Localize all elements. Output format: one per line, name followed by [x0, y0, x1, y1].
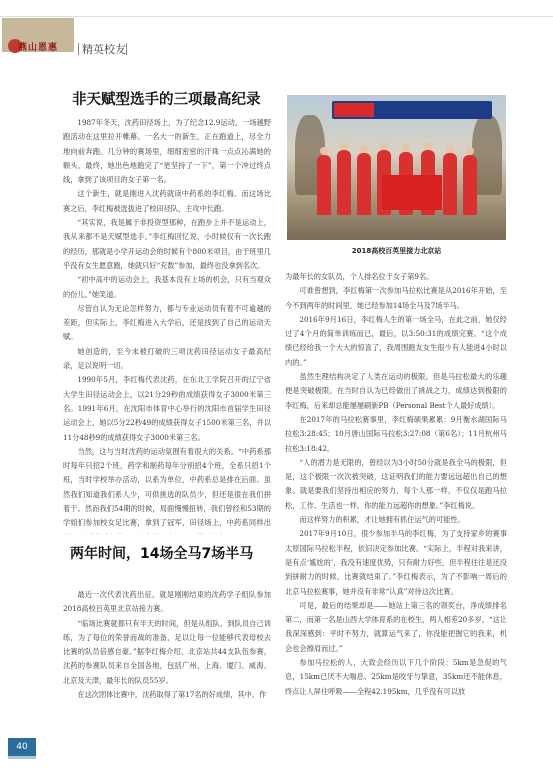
runner-head — [380, 142, 388, 150]
paragraph: 而这样努力的积累，才让她拥有抓住运气的可能性。 — [299, 515, 465, 525]
header-divider — [78, 43, 79, 55]
runner-head — [424, 142, 432, 150]
article-body-right — [285, 270, 507, 760]
paragraph: 2017年9月10日，很少参加半马的李红梅，为了支持家乡的赛事太原国际马拉松半程，依旧决定参加比赛。“实际上，半程对我来讲，是有点‘尴尬的’，我没有速度优势，只有耐力好些，但半程往往是还没到拼耐力的时候，比赛就结束了。”李红梅表示，为了不影响一周后的北京马拉松赛事，她并没有非常“认真”对待这次比赛。 — [285, 529, 507, 596]
paragraph: 在这次团体比赛中，沈药取得了第17名的好成绩，其中，作 — [77, 690, 267, 700]
page-header — [0, 0, 553, 56]
paragraph: “初中高中的运动会上，我基本没有上场的机会，只有当观众的份儿。”她笑道。 — [63, 275, 271, 299]
page-number-accent — [8, 756, 36, 759]
runner-figure — [337, 150, 351, 215]
paragraph: “人的潜力是无限的，曾经以为3小时50分就是我全马的极限，但是，这个极限一次次被突破，这证明我们的能力要远远超出自己的想象。就是要我们坚持出相应的努力，每个人那一样，不仅仅是跑马拉松，工作、生活也一样，你的能力远超你的想象。”李红梅说。 — [285, 457, 507, 510]
runner-head — [466, 147, 474, 155]
photo-caption: 2018高校百英里接力北京站 — [351, 247, 442, 255]
header-line — [0, 16, 553, 17]
runner-figure — [357, 153, 371, 215]
logo-text: 燕山恩惠 — [18, 43, 59, 53]
team-flag — [382, 175, 442, 210]
section-name: 精英校友 — [82, 43, 126, 56]
paragraph: “临场比赛就都只有半天的时间，但是从组队、到队员自己训练，为了每位的荣誉而战的准备，足以让每一位能够代表母校去比赛的队员倍感自豪。”据李红梅介绍，北京站共44支队伍参赛，沈药的参赛队员来自全国各地，包括广州、上海、厦门、威海、北京及天津，最年长的队员55岁。 — [63, 618, 271, 685]
paragraph: 尽管自认为无论怎样努力，都与专业运动员有着不可逾越的差距，但实际上，李红梅进入大学后，还是找到了自己的运动天赋。 — [63, 303, 271, 342]
page-number: 40 — [8, 738, 36, 756]
runner-figure — [443, 153, 457, 215]
paragraph: “其实说，我是属于非投资型那种，在跑步上并不是运动上，我从来都不是天赋型选手。”李红梅回忆说，小时候仅有一次长跑的经历，那就是小学开运动会的时候有个800米项目，由于班里几乎没有女生愿意跑，她就只好“充数”参加，最终也没拿到名次。 — [63, 218, 271, 270]
paragraph: 这个新生，就是刚进入沈药就读中药系的李红梅。而这场比赛之后，李红梅被选拔进了校田径队，主攻中长跑。 — [63, 189, 271, 213]
article-body-left-lower — [63, 588, 271, 758]
header-divider-right — [126, 43, 127, 55]
paragraph: 可是，最后的结果却是——她站上第三名的领奖台，净成绩排名第二，而第一名是山西大学体育系的在校生，两人相差20多岁。“这让我深深感到：平时不努力，就算运气来了，你没能把握它的我来，机会也会擦肩而过。” — [285, 600, 507, 653]
paragraph: 为最年长的女队员，个人排名位于女子第9名。 — [285, 272, 434, 281]
runner-head — [360, 145, 368, 153]
runner-head — [320, 147, 328, 155]
runner-head — [446, 145, 454, 153]
runner-head — [402, 144, 410, 152]
paragraph: 在2017年的马拉松赛事里，李红梅硕果累累：9月衡水湖国际马拉松3:28:45；10月唐山国际马拉松3:27:08（第6名）；11月杭州马拉松3:18:42。 — [285, 414, 507, 453]
article-body-left — [63, 116, 271, 534]
paragraph: 1987年冬天，沈药田径场上，为了纪念12.9运动，一场越野跑活动在这里拉开帷幕。一名大一的新生，正在跑道上，尽全力地向前奔跑。几分钟的赛场里，细细密密的汗珠一点点沁满她的额头。最终，她出色地跑完了“更坚持了一下”，第一个冲过终点线，拿到了该项目的女子第一名。 — [63, 118, 271, 185]
paragraph: 可谁曾想到，李红梅第一次参加马拉松比赛是从2016年开始，至今不到两年的时间里，她已经参加14场全马及7场半马。 — [285, 286, 507, 310]
paragraph: 参加马拉松的人，大致会经历以下几个阶段：5km是急促的气息，15km已厌不大喘息、25km是咬牙与挚意，35km还不能休息，终点让人屏住呼吸——全程42.195km，几乎没有可以放 — [285, 658, 507, 696]
runner-figure — [317, 155, 331, 215]
paragraph: 她创造的，至今未被打破的三项沈药田径运动女子最高纪录，足以说明一切。 — [63, 346, 271, 371]
team-photo — [287, 95, 506, 240]
event-banner-accent — [334, 103, 374, 117]
paragraph: 当然，这与当时沈药的运动氛围有着很大的关系。“中药系那时每年只招2个班，药学和制药每年分别招4个班，全系只招1个班，当时学校举办活动，以系为单位，中药系总是排在后面。虽然我们知道我们系人少，可供挑选的队员少，但还是很在我们拼着干。然而我们54期的时候，局面慢慢扭转，我们曾经和53期的学姐们参加校女足比赛，拿到了冠军，田径场上，中药系同样出 — [63, 446, 271, 528]
section-title: 两年时间，14场全马7场半马 — [70, 546, 254, 562]
runner-head — [340, 142, 348, 150]
article-title: 非天赋型选手的三项最高纪录 — [72, 92, 261, 108]
paragraph: 2016年9月16日，李红梅人生的第一场全马，在此之前，她仅经过了4个月的简单训练而已，最后，以3:50:31的成绩完赛。“这个成绩已经给我一个大大的惊喜了，我周围跑友女生很少有人能进4小时以内的。” — [285, 314, 507, 367]
runner-figure — [463, 155, 477, 215]
paragraph: 虽然生理结构决定了人类在运动的极限，但是马拉松最大的乐趣便是突破极限。在当时自认为已经做出了挑战之力，成绩达到极限的李红梅，后来却总能屡屡刷新PB（Personal Best个人最好成绩）。 — [285, 372, 507, 410]
paragraph: 最近一次代表沈药出征，就是刚刚结束的沈药学子组队参加2018高校百英里北京站接力赛。 — [63, 590, 271, 614]
paragraph: 1990年5月，李红梅代表沈药，在东北工学院召开的辽宁省大学生田径运动会上，以21分29秒的成绩获得女子3000米第三名。1991年6月，在沈阳市体育中心举行的沈阳市首届学生田径运动会上，她以5分22秒49的成绩获得女子1500米第三名，并以11分48秒9的成绩获得女子3000米第三名。 — [63, 375, 271, 442]
